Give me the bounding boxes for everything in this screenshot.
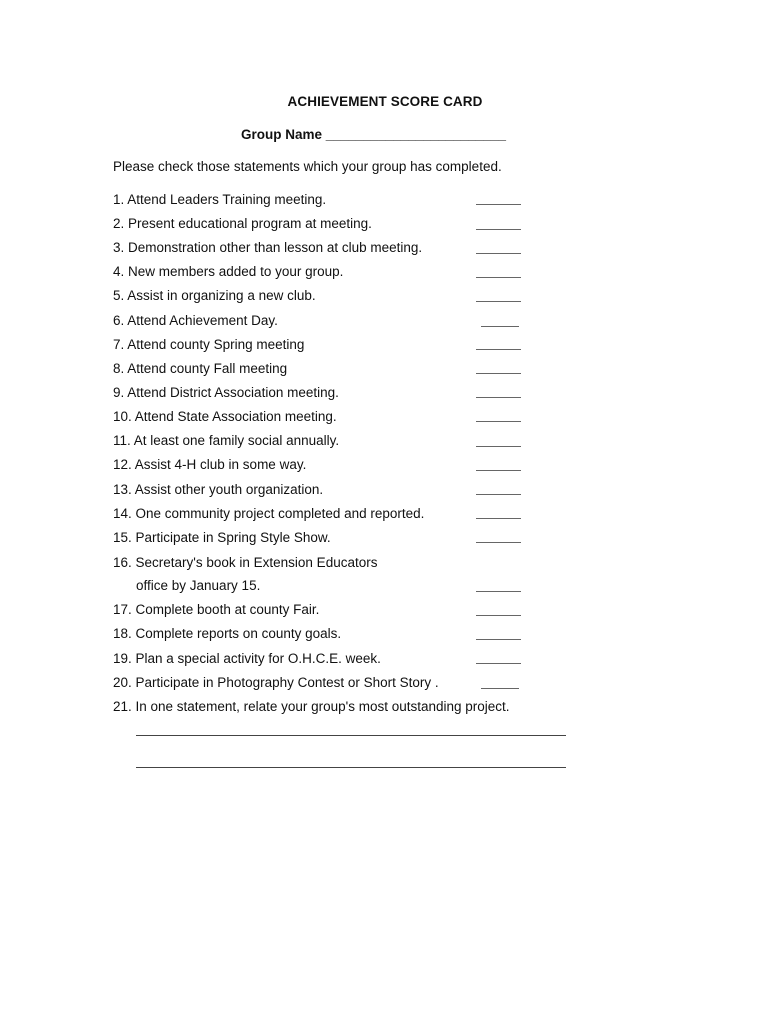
list-item: 6. Attend Achievement Day.	[113, 313, 278, 328]
checkbox-blank[interactable]	[476, 277, 521, 278]
list-item: 9. Attend District Association meeting.	[113, 385, 339, 400]
list-item: 14. One community project completed and reported.	[113, 506, 425, 521]
checkbox-blank[interactable]	[476, 639, 521, 640]
list-item: 2. Present educational program at meeting.	[113, 216, 372, 231]
checkbox-blank[interactable]	[476, 253, 521, 254]
checkbox-blank[interactable]	[476, 615, 521, 616]
list-item: 11. At least one family social annually.	[113, 433, 340, 448]
list-item: 15. Participate in Spring Style Show.	[113, 530, 331, 545]
list-item: 7. Attend county Spring meeting	[113, 337, 305, 352]
answer-line[interactable]	[136, 735, 566, 736]
list-item: 12. Assist 4-H club in some way.	[113, 457, 307, 472]
list-item: 5. Assist in organizing a new club.	[113, 288, 316, 303]
group-name-field[interactable]: Group Name ________________________	[241, 127, 506, 142]
list-item: 4. New members added to your group.	[113, 264, 344, 279]
list-item: 21. In one statement, relate your group's most outstanding project.	[113, 699, 510, 714]
checkbox-blank[interactable]	[476, 663, 521, 664]
list-item: 19. Plan a special activity for O.H.C.E. week.	[113, 651, 381, 666]
page-title: ACHIEVEMENT SCORE CARD	[287, 94, 483, 109]
list-item: 13. Assist other youth organization.	[113, 482, 324, 497]
checkbox-blank[interactable]	[476, 397, 521, 398]
checkbox-blank[interactable]	[476, 518, 521, 519]
list-item: 20. Participate in Photography Contest or Short Story .	[113, 675, 439, 690]
checkbox-blank[interactable]	[476, 542, 521, 543]
checkbox-blank[interactable]	[476, 301, 521, 302]
list-item: 17. Complete booth at county Fair.	[113, 602, 320, 617]
list-item: 1. Attend Leaders Training meeting.	[113, 192, 327, 207]
list-item: 3. Demonstration other than lesson at club meeting.	[113, 240, 423, 255]
checkbox-blank[interactable]	[476, 470, 521, 471]
list-item: 16. Secretary's book in Extension Educators	[113, 555, 378, 570]
checkbox-blank[interactable]	[476, 446, 521, 447]
list-item-continuation: office by January 15.	[136, 578, 261, 593]
checkbox-blank[interactable]	[476, 229, 521, 230]
instructions-text: Please check those statements which your group has completed.	[113, 159, 502, 174]
checkbox-blank[interactable]	[481, 326, 519, 327]
checkbox-blank[interactable]	[481, 688, 519, 689]
checkbox-blank[interactable]	[476, 494, 521, 495]
checkbox-blank[interactable]	[476, 591, 521, 592]
checkbox-blank[interactable]	[476, 204, 521, 205]
checkbox-blank[interactable]	[476, 373, 521, 374]
checkbox-blank[interactable]	[476, 349, 521, 350]
answer-line[interactable]	[136, 767, 566, 768]
list-item: 10. Attend State Association meeting.	[113, 409, 337, 424]
list-item: 18. Complete reports on county goals.	[113, 626, 342, 641]
checkbox-blank[interactable]	[476, 421, 521, 422]
list-item: 8. Attend county Fall meeting	[113, 361, 288, 376]
